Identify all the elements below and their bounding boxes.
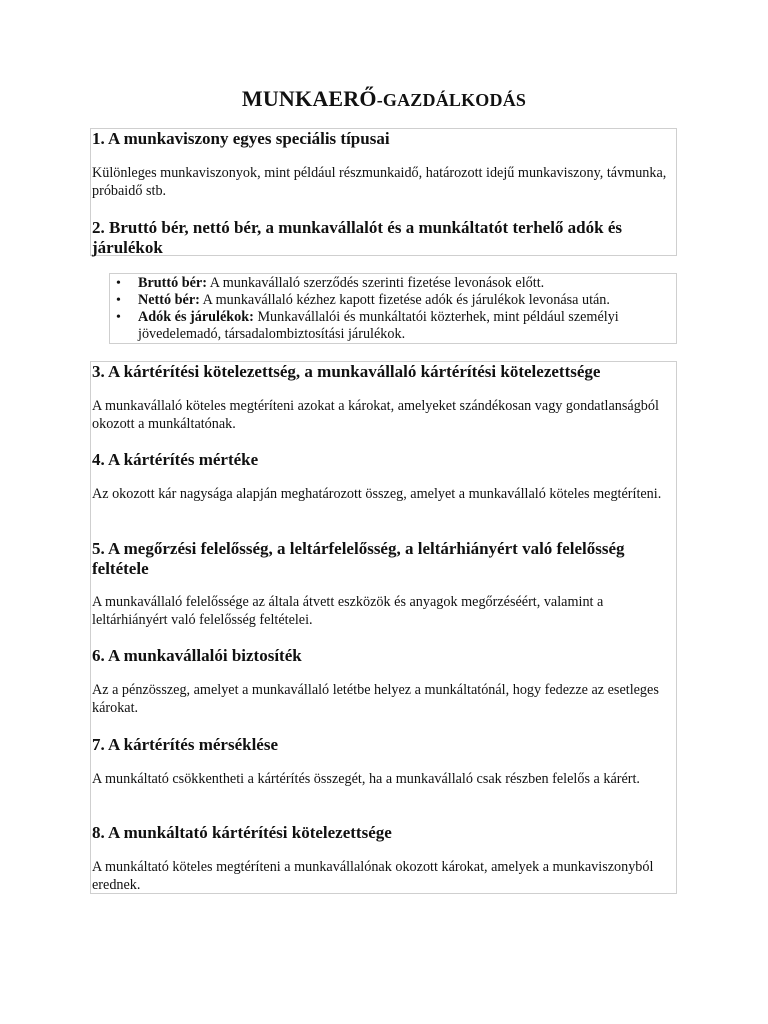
title-main: MUNKAERŐ (241, 86, 377, 111)
section-box-1-2 (90, 128, 677, 256)
bullet-term: Nettó bér: (138, 292, 200, 308)
bullet-item-net-salary (110, 292, 676, 309)
title-suffix: -GAZDÁLKODÁS (376, 90, 527, 110)
section-paragraph-1: Különleges munkaviszonyok, mint például részmunkaidő, határozott idejű munkaviszony, távmunka, próbaidő stb. (92, 165, 667, 199)
bullet-icon: • (116, 276, 121, 291)
section-heading-7: 7. A kártérítés mérséklése (92, 735, 278, 754)
section-paragraph-5: A munkavállaló felelőssége az általa átvett eszközök és anyagok megőrzéséért, valamint a leltárhiányért való felelősség feltételei. (92, 594, 604, 628)
bullet-item-taxes (110, 309, 676, 343)
bullet-text: A munkavállaló kézhez kapott fizetése adók és járulékok levonása után. (199, 292, 610, 308)
section-paragraph-6: Az a pénzösszeg, amelyet a munkavállaló letétbe helyez a munkáltatónál, hogy fedezze az esetleges károkat. (92, 682, 659, 716)
section-heading-1: 1. A munkaviszony egyes speciális típusai (92, 129, 390, 148)
bullet-term: Adók és járulékok: (138, 309, 254, 325)
bullet-text: A munkavállaló szerződés szerinti fizetése levonások előtt. (206, 275, 545, 291)
bullet-term: Bruttó bér: (138, 275, 207, 291)
section-paragraph-7: A munkáltató csökkentheti a kártérítés összegét, ha a munkavállaló csak részben felelős a kárért. (92, 771, 640, 787)
bullet-list (110, 275, 676, 343)
section-heading-5: 5. A megőrzési felelősség, a leltárfelelősség, a leltárhiányért való felelősség feltétele (92, 539, 625, 578)
section-heading-4: 4. A kártérítés mértéke (92, 450, 259, 469)
section-paragraph-4: Az okozott kár nagysága alapján meghatározott összeg, amelyet a munkavállaló köteles megtéríteni. (92, 486, 662, 502)
section-paragraph-3: A munkavállaló köteles megtéríteni azokat a károkat, amelyeket szándékosan vagy gondatlanságból okozott a munkáltatónak. (92, 398, 659, 432)
section-heading-8: 8. A munkáltató kártérítési kötelezettsége (92, 823, 392, 842)
section-heading-2: 2. Bruttó bér, nettó bér, a munkavállalót és a munkáltatót terhelő adók és járulékok (92, 218, 622, 257)
section-heading-3: 3. A kártérítési kötelezettség, a munkavállaló kártérítési kötelezettsége (92, 362, 601, 381)
bullet-icon: • (116, 310, 121, 325)
section-paragraph-8: A munkáltató köteles megtéríteni a munkavállalónak okozott károkat, amelyek a munkaviszonyból erednek. (92, 859, 654, 893)
bullet-list-box (109, 273, 677, 344)
bullet-text: Munkavállalói és munkáltatói közterhek, mint például személyi jövedelemadó, társadalombiztosítási járulékok. (138, 309, 619, 342)
bullet-item-gross-salary (110, 275, 676, 292)
section-heading-6: 6. A munkavállalói biztosíték (92, 646, 302, 665)
page-title (0, 86, 768, 112)
section-box-3-8 (90, 361, 677, 894)
bullet-icon: • (116, 293, 121, 308)
